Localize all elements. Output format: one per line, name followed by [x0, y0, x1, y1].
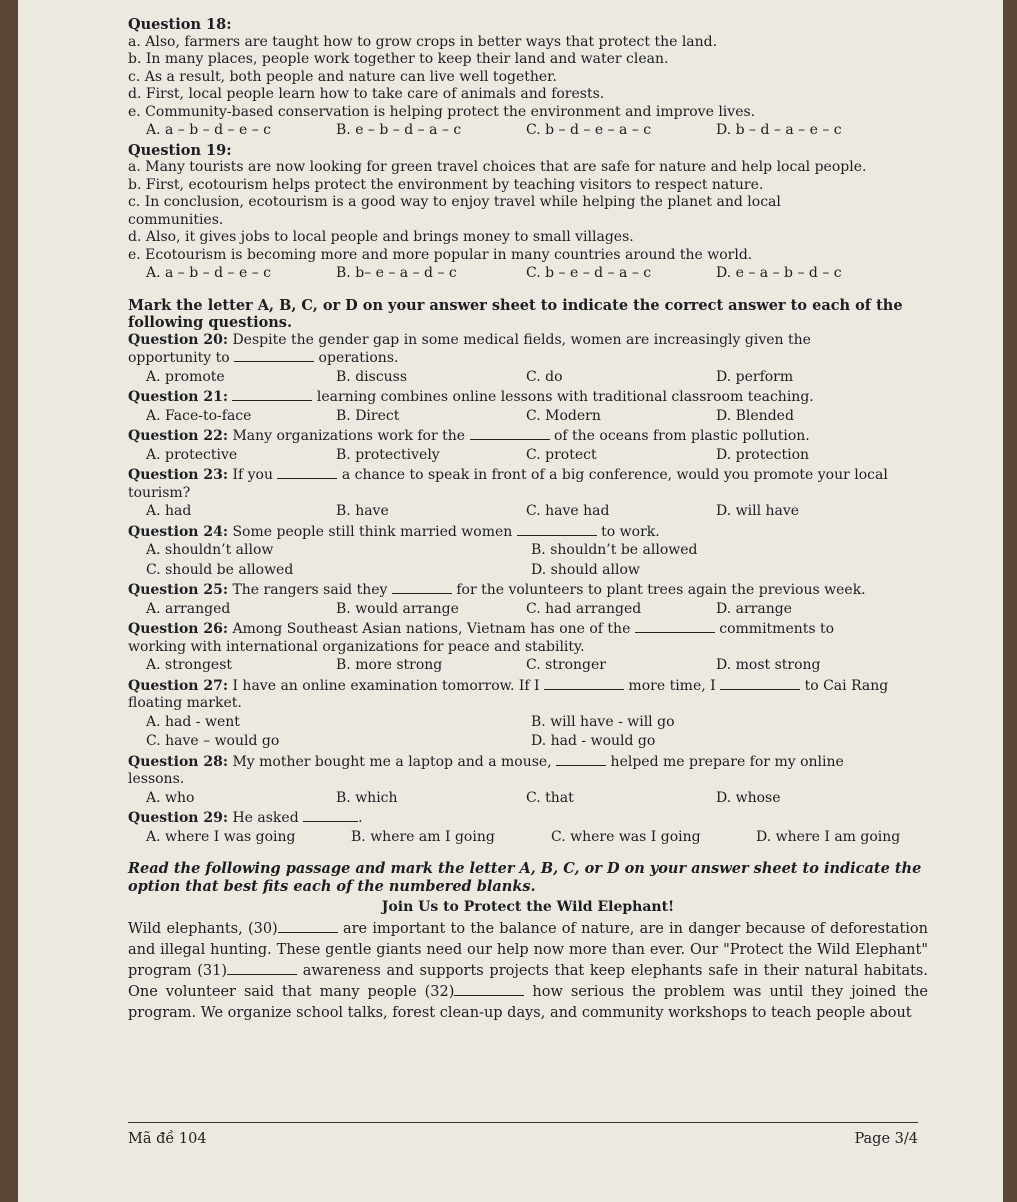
q22-stem [128, 427, 928, 446]
q23-blank [277, 466, 337, 479]
passage-text-4: how serious the problem was until they joined the program. We organize school talks, forest clean-up days, and community workshops to teach people about [128, 983, 929, 1021]
q24-label: Question 24: [128, 523, 228, 540]
q19-option-d[interactable]: D. e – a – b – d – c [716, 265, 842, 281]
q19-option-c[interactable]: C. b – e – d – a – c [526, 265, 652, 281]
q23-option-c[interactable]: C. have had [526, 503, 610, 519]
q19-item-c-cont: communities. [128, 211, 224, 228]
q23-option-a[interactable]: A. had [146, 503, 192, 519]
q23-text-a: If you [228, 467, 278, 483]
q27-blank-2 [720, 677, 800, 690]
q24-option-a[interactable]: A. shouldn’t allow [146, 542, 274, 558]
q19-options [128, 265, 928, 283]
q20-blank [234, 349, 314, 362]
q23-options [128, 503, 928, 521]
q21-option-b[interactable]: B. Direct [336, 407, 400, 424]
q20-option-d[interactable]: D. perform [716, 368, 794, 385]
q22-option-b[interactable]: B. protectively [336, 446, 440, 463]
q24-text-b: to work. [596, 523, 660, 540]
q26-option-a[interactable]: A. strongest [146, 657, 233, 673]
q23-option-d[interactable]: D. will have [716, 503, 800, 519]
q27-text-c: to Cai Rang [800, 677, 889, 694]
q19-item-c: c. In conclusion, ecotourism is a good way to enjoy travel while helping the planet and local [128, 194, 781, 210]
q22-blank [470, 427, 550, 440]
q27-option-c[interactable]: C. have – would go [146, 733, 280, 749]
q26-label: Question 26: [128, 621, 228, 637]
q20-stem [128, 332, 928, 350]
q27-option-d[interactable]: D. had - would go [531, 733, 656, 749]
q23-text-b: a chance to speak in front of a big conference, would you promote your local [337, 467, 888, 483]
passage-text-1: Wild elephants, (30) [128, 920, 278, 937]
q18-title: Question 18: [128, 16, 232, 33]
passage-title: Join Us to Protect the Wild Elephant! [381, 899, 675, 915]
q18-option-c[interactable]: C. b – d – e – a – c [526, 122, 652, 138]
q19-item-b: b. First, ecotourism helps protect the environment by teaching visitors to respect nature. [128, 176, 764, 193]
q28-text-a: My mother bought me a laptop and a mouse, [228, 753, 557, 770]
exam-page [18, 0, 1003, 1202]
q25-option-a[interactable]: A. arranged [146, 600, 231, 617]
q25-options [128, 601, 928, 619]
exam-code: Mã đề 104 [128, 1131, 207, 1147]
q26-option-d[interactable]: D. most strong [716, 657, 821, 673]
q28-label: Question 28: [128, 753, 228, 770]
q29-options [128, 829, 928, 847]
section-instructions [128, 297, 928, 332]
q21-text-b: learning combines online lessons with traditional classroom teaching. [312, 389, 814, 405]
q26-blank [635, 620, 715, 633]
q20-text2b: operations. [314, 350, 399, 366]
q22-label: Question 22: [128, 428, 228, 444]
q28-blank [556, 753, 606, 766]
q28-option-b[interactable]: B. which [336, 789, 398, 806]
q18-item-a: a. Also, farmers are taught how to grow crops in better ways that protect the land. [128, 33, 718, 50]
q24-options-row1 [128, 542, 928, 560]
q28-text-b: helped me prepare for my online [606, 753, 844, 770]
passage-text-2: are important to the balance of nature, are in danger because of deforestation and illegal hunting. These gentle giants need our help now more than ever. Our "Protect the Wild Elephant" program (31) [128, 920, 928, 979]
q25-text-b: for the volunteers to plant trees again the previous week. [451, 582, 866, 598]
section-instructions-line2: following questions. [128, 314, 293, 331]
q28-option-a[interactable]: A. who [146, 789, 195, 806]
q18-item-e: e. Community-based conservation is helping protect the environment and improve lives. [128, 103, 756, 120]
q21-option-c[interactable]: C. Modern [526, 407, 601, 424]
q28-stem [128, 753, 928, 772]
q24-blank [517, 523, 597, 536]
q29-text-a: He asked [228, 810, 304, 826]
q19-option-a[interactable]: A. a – b – d – e – c [146, 265, 272, 281]
q27-blank-1 [544, 677, 624, 690]
q29-text-b: . [358, 810, 363, 826]
q22-option-a[interactable]: A. protective [146, 446, 238, 463]
q20-stem-line2 [128, 349, 928, 368]
page-footer [128, 1122, 918, 1147]
q27-text-a: I have an online examination tomorrow. If I [228, 677, 544, 694]
blank-30 [278, 920, 338, 933]
blank-32 [454, 983, 524, 996]
q26-option-b[interactable]: B. more strong [336, 657, 443, 673]
q22-options [128, 447, 928, 465]
q27-options-row1 [128, 714, 928, 732]
q29-label: Question 29: [128, 810, 228, 826]
q28-option-c[interactable]: C. that [526, 789, 574, 806]
q19-title: Question 19: [128, 141, 232, 159]
q18-option-a[interactable]: A. a – b – d – e – c [146, 122, 272, 138]
q21-option-a[interactable]: A. Face-to-face [146, 407, 252, 424]
exam-content [128, 14, 928, 1024]
q20-text2a: opportunity to [128, 350, 235, 366]
q29-option-b[interactable]: B. where am I going [351, 828, 495, 845]
q25-option-c[interactable]: C. had arranged [526, 600, 642, 617]
q19-item-d: d. Also, it gives jobs to local people and brings money to small villages. [128, 229, 634, 245]
q25-stem [128, 581, 928, 600]
q29-blank [303, 809, 358, 822]
q21-stem [128, 388, 928, 407]
q23-label: Question 23: [128, 467, 228, 483]
q22-text-b: of the oceans from plastic pollution. [549, 428, 810, 444]
q20-option-b[interactable]: B. discuss [336, 368, 408, 385]
q24-text-a: Some people still think married women [228, 523, 517, 540]
q25-blank [392, 581, 452, 594]
q23-text2: tourism? [128, 484, 191, 501]
q26-text-a: Among Southeast Asian nations, Vietnam has one of the [228, 621, 635, 637]
q27-option-a[interactable]: A. had - went [146, 713, 240, 730]
passage-body [128, 919, 928, 1024]
q23-option-b[interactable]: B. have [336, 503, 389, 519]
q26-text2: working with international organizations for peace and stability. [128, 638, 585, 655]
q29-option-d[interactable]: D. where I am going [756, 828, 901, 845]
q27-options-row2 [128, 733, 928, 751]
reading-instructions-line1: Read the following passage and mark the letter A, B, C, or D on your answer sheet to indicate the [128, 860, 922, 877]
q25-label: Question 25: [128, 582, 228, 598]
blank-31 [227, 962, 297, 975]
q21-option-d[interactable]: D. Blended [716, 407, 794, 424]
q20-options [128, 369, 928, 387]
q21-label: Question 21: [128, 389, 228, 405]
q25-option-b[interactable]: B. would arrange [336, 600, 459, 617]
q21-options [128, 408, 928, 426]
q19-item-a: a. Many tourists are now looking for green travel choices that are safe for nature and help local people. [128, 159, 867, 175]
q18-item-b: b. In many places, people work together to keep their land and water clean. [128, 51, 669, 67]
q27-text-b: more time, I [623, 677, 721, 694]
q23-stem [128, 466, 928, 485]
q18-option-b[interactable]: B. e – b – d – a – c [336, 122, 462, 138]
q29-option-a[interactable]: A. where I was going [146, 828, 296, 845]
q21-blank [232, 388, 312, 401]
q18-option-d[interactable]: D. b – d – a – e – c [716, 122, 842, 138]
q28-option-d[interactable]: D. whose [716, 789, 781, 806]
q22-text-a: Many organizations work for the [228, 428, 470, 444]
q26-text-b: commitments to [714, 621, 835, 637]
q26-stem [128, 620, 928, 639]
q28-text2: lessons. [128, 771, 185, 787]
q18-item-c: c. As a result, both people and nature can live well together. [128, 68, 557, 85]
q24-options-row2 [128, 562, 928, 580]
q20-option-a[interactable]: A. promote [146, 368, 225, 385]
q20-text1: Despite the gender gap in some medical fields, women are increasingly given the [228, 331, 811, 348]
q26-option-c[interactable]: C. stronger [526, 657, 607, 673]
q19-option-b[interactable]: B. b– e – a – d – c [336, 265, 457, 281]
q22-option-d[interactable]: D. protection [716, 446, 810, 463]
q26-options [128, 657, 928, 675]
q25-text-a: The rangers said they [228, 582, 392, 598]
q19-item-e: e. Ecotourism is becoming more and more popular in many countries around the world. [128, 246, 753, 263]
q28-options [128, 790, 928, 808]
page-number: Page 3/4 [854, 1131, 918, 1147]
q22-option-c[interactable]: C. protect [526, 446, 597, 463]
reading-instructions [128, 860, 928, 895]
q24-stem [128, 523, 928, 542]
q18-options [128, 122, 928, 140]
q27-option-b[interactable]: B. will have - will go [531, 713, 675, 730]
q29-stem [128, 809, 928, 828]
q24-option-c[interactable]: C. should be allowed [146, 561, 294, 578]
q24-option-b[interactable]: B. shouldn’t be allowed [531, 542, 698, 558]
q18-item-d: d. First, local people learn how to take care of animals and forests. [128, 86, 605, 102]
q25-option-d[interactable]: D. arrange [716, 600, 792, 617]
q27-label: Question 27: [128, 677, 228, 694]
q29-option-c[interactable]: C. where was I going [551, 828, 701, 845]
passage-text-3: awareness and supports projects that keep elephants safe in their natural habitats. One volunteer said that many people (32) [128, 962, 928, 1000]
q27-text2: floating market. [128, 695, 242, 711]
section-instructions-line1: Mark the letter A, B, C, or D on your answer sheet to indicate the correct answer to each of the [128, 296, 903, 314]
q20-label: Question 20: [128, 331, 228, 348]
q20-option-c[interactable]: C. do [526, 368, 563, 385]
reading-instructions-line2: option that best fits each of the numbered blanks. [128, 877, 536, 895]
q24-option-d[interactable]: D. should allow [531, 561, 640, 578]
q27-stem [128, 677, 928, 696]
